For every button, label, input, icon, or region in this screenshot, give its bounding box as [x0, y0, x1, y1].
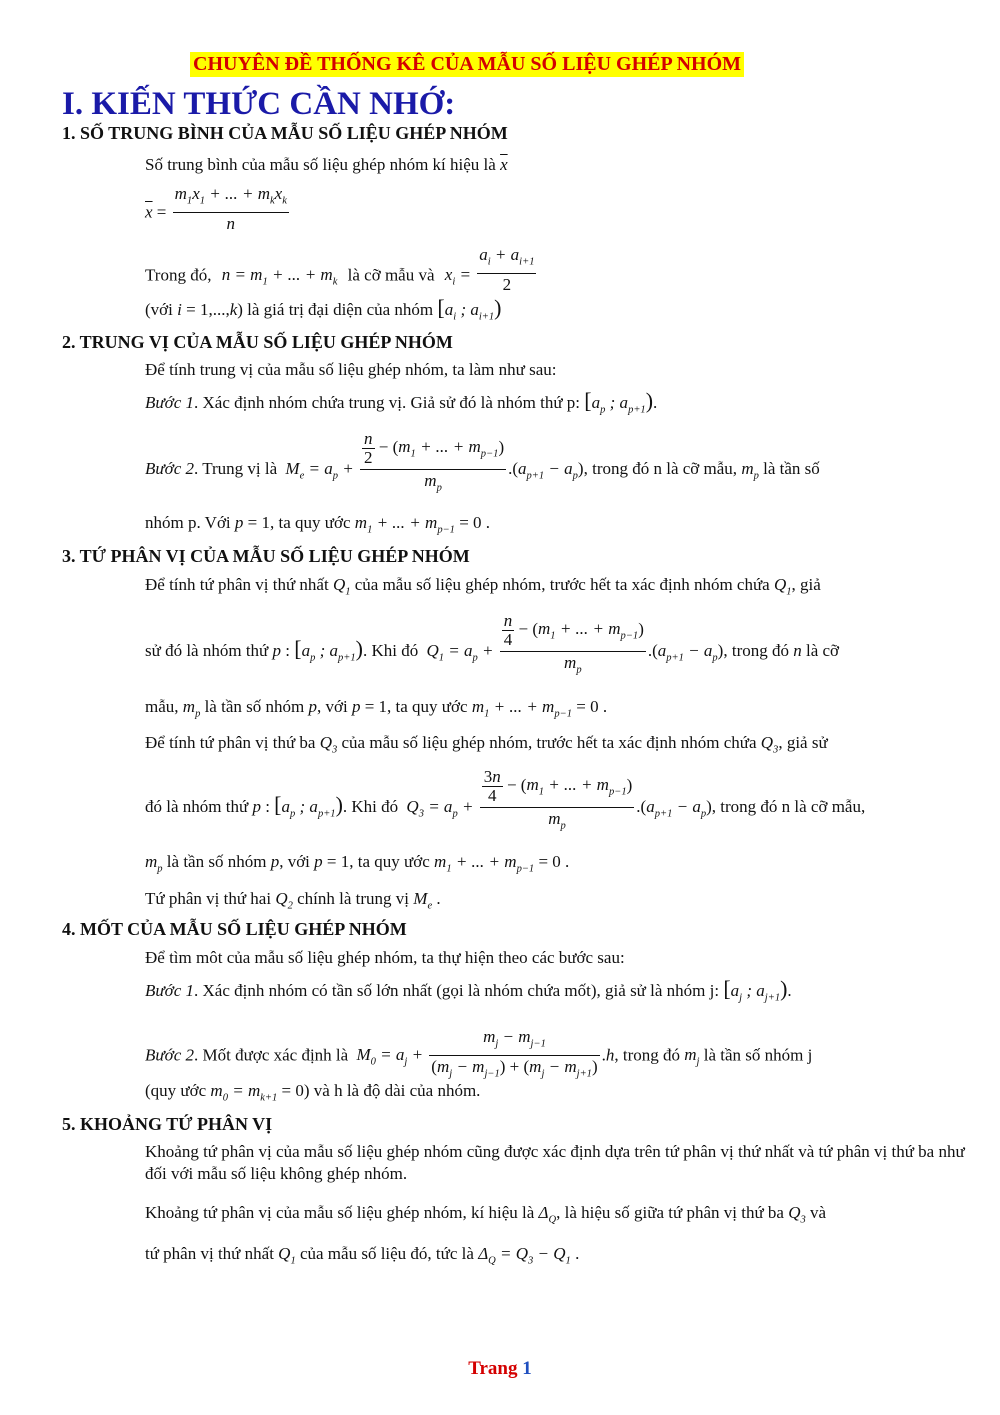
s2-line4: nhóm p. Với p = 1, ta quy ước $m_1$ + ... + $m_{p-1} = 0$ .: [145, 513, 491, 536]
s3-line5: đó là nhóm thứ p : [$a_p$ ; $a_{p+1}$). Khi đó $Q_3 = a_p$ + $\frac{3n}{4}$ − ($m_1$ + ... + $m_{p-1}$) $m_p$ $.(a_{p+1} - a_p)$, trong đó n là cỡ mẫu,: [145, 767, 866, 832]
formula-xbar: $\overline{x}$: [500, 155, 508, 174]
s5-paragraph1: Khoảng tứ phân vị của mẫu số liệu ghép nhóm cũng được xác định dựa trên tứ phân vị thứ nhất và tứ phân vị thứ ba như đối với mẫu số liệu không ghép nhóm.: [145, 1142, 965, 1183]
s4-step1: Bước 1. Xác định nhóm có tần số lớn nhất (gọi là nhóm chứa mốt), giả sử là nhóm j: [$a_j$ ; $a_{j+1}$).: [145, 976, 792, 1004]
s4-title: 4. MỐT CỦA MẪU SỐ LIỆU GHÉP NHÓM: [62, 919, 407, 939]
s2-step1: Bước 1. Xác định nhóm chứa trung vị. Giả sử đó là nhóm thứ p: [$a_p$ ; $a_{p+1}$).: [145, 388, 658, 416]
s1-line2: Trong đó, $n = m_1$ + ... + $m_k$ là cỡ mẫu và $x_i$ = $\frac{a_i + a_{i+1}}{2}$: [145, 245, 535, 295]
s1-title: 1. SỐ TRUNG BÌNH CỦA MẪU SỐ LIỆU GHÉP NHÓM: [62, 123, 508, 143]
s3-line2: sử đó là nhóm thứ p : [$a_p$ ; $a_{p+1}$). Khi đó $Q_1 = a_p$ + $\frac{n}{4}$ − ($m_1$ + ... + $m_{p-1}$) $m_p$ $.(a_{p+1} - a_p)$, trong đó n là cỡ: [145, 611, 840, 676]
s3-title: 3. TỨ PHÂN VỊ CỦA MẪU SỐ LIỆU GHÉP NHÓM: [62, 546, 470, 566]
s3-line6: $m_p$ là tần số nhóm p, với p = 1, ta quy ước $m_1$ + ... + $m_{p-1} = 0$ .: [145, 852, 570, 875]
formula-mean: $\overline{x}$ = $\frac{m_1x_1 + ... + m_kx_k}{n}$: [145, 184, 287, 234]
page-label: Trang: [468, 1358, 518, 1379]
s3-line1: Để tính tứ phân vị thứ nhất $Q_1$ của mẫu số liệu ghép nhóm, trước hết ta xác định nhóm chứa $Q_1$, giả: [145, 575, 821, 598]
page-footer: [0, 1358, 1000, 1380]
s3-line4: Để tính tứ phân vị thứ ba $Q_3$ của mẫu số liệu ghép nhóm, trước hết ta xác định nhóm chứa $Q_3$, giả sử: [145, 733, 828, 756]
s2-step2: Bước 2. Trung vị là $M_e = a_p$ + $\frac{n}{2}$ − ($m_1$ + ... + $m_{p-1}$) $m_p$ $.(a_{p+1} - a_p)$, trong đó n là cỡ mẫu, $m_p$ là tần số: [145, 429, 820, 494]
s2-title: 2. TRUNG VỊ CỦA MẪU SỐ LIỆU GHÉP NHÓM: [62, 332, 453, 352]
s1-line1: Số trung bình của mẫu số liệu ghép nhóm kí hiệu là $\overline{x}$: [145, 155, 508, 174]
document-title-banner: CHUYÊN ĐỀ THỐNG KÊ CỦA MẪU SỐ LIỆU GHÉP NHÓM: [190, 52, 744, 77]
s4-line1: Để tìm môt của mẫu số liệu ghép nhóm, ta thự hiện theo các bước sau:: [145, 948, 625, 967]
s5-line3: tứ phân vị thứ nhất $Q_1$ của mẫu số liệu đó, tức là $\Delta_Q = Q_3 - Q_1$ .: [145, 1244, 580, 1267]
s2-line1: Để tính trung vị của mẫu số liệu ghép nhóm, ta làm như sau:: [145, 360, 557, 379]
s5-line2: Khoảng tứ phân vị của mẫu số liệu ghép nhóm, kí hiệu là $\Delta_Q$, là hiệu số giữa tứ phân vị thứ ba $Q_3$ và: [145, 1203, 827, 1226]
s4-line4: (quy ước $m_0 = m_{k+1} = 0$) và h là độ dài của nhóm.: [145, 1081, 481, 1104]
section-heading: I. KIẾN THỨC CẦN NHỚ:: [62, 86, 456, 122]
s5-title: 5. KHOẢNG TỨ PHÂN VỊ: [62, 1114, 273, 1134]
s1-line3: (với i = 1,...,k) là giá trị đại diện của nhóm [$a_i$ ; $a_{i+1}$): [145, 295, 502, 323]
s3-line7: Tứ phân vị thứ hai $Q_2$ chính là trung vị $M_e$ .: [145, 889, 441, 912]
page-number: 1: [522, 1358, 532, 1379]
s3-line3: mẫu, $m_p$ là tần số nhóm p, với p = 1, ta quy ước $m_1$ + ... + $m_{p-1} = 0$ .: [145, 697, 608, 720]
s4-step2: Bước 2. Mốt được xác định là $M_0 = a_j$ + $\frac{m_j - m_{j-1}}{(m_j - m_{j-1}) + (m_j - m_{j+1})}$ .h, trong đó $m_j$ là tần số nhóm j: [145, 1027, 813, 1080]
